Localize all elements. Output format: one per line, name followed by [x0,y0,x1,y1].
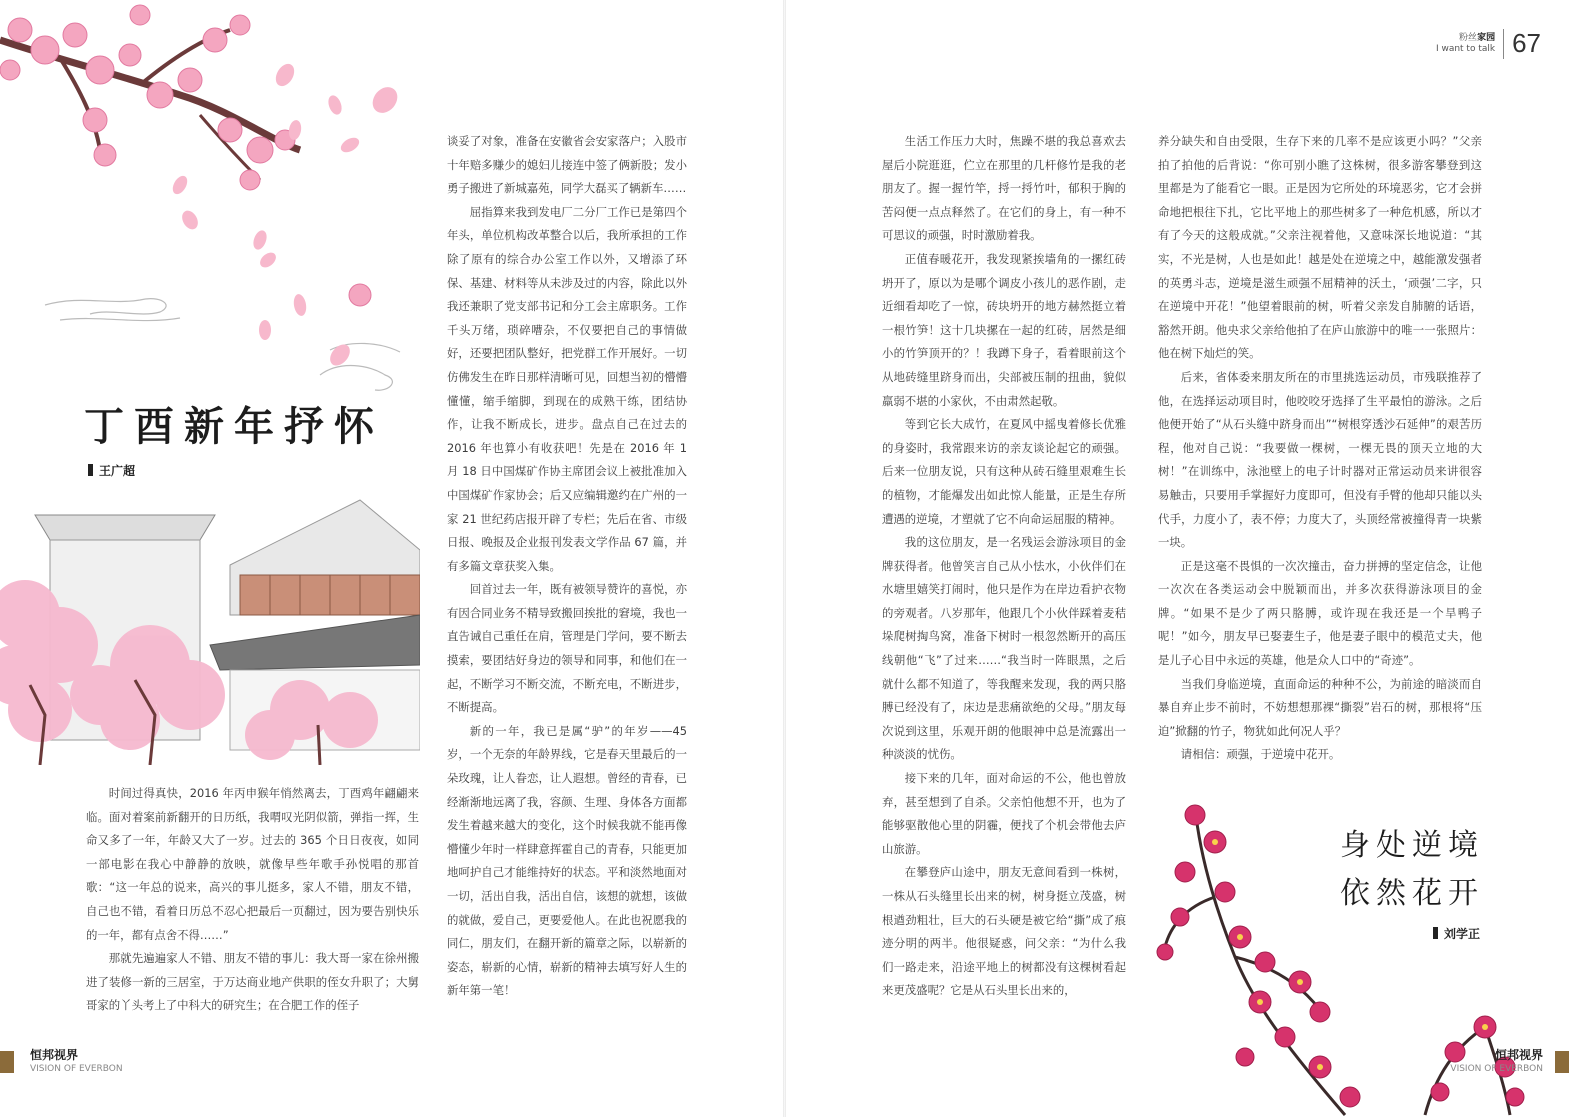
right-page [785,0,1569,1117]
footer-brand-cn: 恒邦视界 [1494,1048,1543,1062]
right-footer [1450,1049,1569,1075]
paragraph: 我的这位朋友，是一名残运会游泳项目的金牌获得者。他曾笑言自己从小怯水，小伙伴们在水塘里嬉笑打闹时，他只是作为在岸边看护衣物的旁观者。八岁那年，他跟几个小伙伴踩着麦秸垛爬树掏鸟窝，准备下树时一根忽然断开的高压线朝他“飞”了过来……“我当时一阵眼黑，之后就什么都不知道了，等我醒来发现，我的两只胳膊已经没有了，床边是悲痛欲绝的父母。”朋友每次说到这里，乐观开朗的他眼神中总是流露出一种淡淡的忧伤。 [882,535,1126,762]
right-column-2 [1158,130,1482,767]
right-column-1 [882,130,1126,1003]
author-byline [88,462,135,479]
author-name: 刘学正 [1444,927,1481,941]
paragraph: 生活工作压力大时，焦躁不堪的我总喜欢去屋后小院逛逛，伫立在那里的几杆修竹是我的老朋友了。握一握竹竿，捋一捋竹叶，郁积于胸的苦闷便一点点释然了。在它们的身上，有一种不可思议的顽强，时时激励着我。 [882,134,1126,243]
paragraph: 屈指算来我到发电厂二分厂工作已是第四个年头，单位机构改革整合以后，我所承担的工作除了原有的综合办公室工作以外，又增添了环保、基建、材料等从未涉及过的内容，除此以外我还兼职了党支部书记和分工会主席职务。工作千头万绪，琐碎嘈杂，不仅要把自己的事情做好，还要把团队整好，把党群工作开展好。一切仿佛发生在昨日那样清晰可见，回想当初的懵懵懂懂，缩手缩脚，到现在的成熟干练，团结协作，让我不断成长，进步。盘点自己在过去的 2016 年也算小有收获吧！先是在 2016 年 1 月 18 日中国煤矿作协主席团会议上被批准加入中国煤矿作家协会；后又应编辑邀约在广州的一家 21 世纪药店报开辟了专栏；先后在省、市级日报、晚报及企业报刊发表文学作品 67 篇，并有多篇文章获奖入集。 [447,204,687,573]
header-divider [1503,29,1504,59]
paragraph: 那就先遍遍家人不错、朋友不错的事儿：我大哥一家在徐州搬进了装修一新的三居室，于万达商业地产供职的侄女升职了；大舅哥家的丫头考上了中科大的研究生；在合肥工作的侄子 [86,951,419,1013]
footer-brand [30,1049,123,1075]
paragraph: 正值春暖花开，我发现紧挨墙角的一摞红砖坍开了，原以为是哪个调皮小孩儿的恶作剧，走近细看却吃了一惊，砖块坍开的地方赫然挺立着一根竹笋！这十几块摞在一起的红砖，居然是细小的竹笋顶开的？！我蹲下身子，看着眼前这个从地砖缝里跻身而出，尖部被压制的扭曲，貌似羸弱不堪的小家伙，不由肃然起敬。 [882,251,1126,408]
paragraph: 时间过得真快，2016 年丙申猴年悄然离去，丁酉鸡年翩翩来临。面对着案前新翻开的日历纸，我喟叹光阴似箭，弹指一挥，生命又多了一年，年龄又大了一岁。过去的 365 个日日夜夜，如同一部电影在我心中静静的放映，就像早些年歌手孙悦唱的那首歌：“这一年总的说来，高兴的事儿挺多，家人不错，朋友不错，自己也不错，看着日历总不忍心把最后一页翻过，因为要告别快乐的一年，都有点舍不得……” [86,786,419,942]
paragraph: 接下来的几年，面对命运的不公，他也曾放弃，甚至想到了自杀。父亲怕他想不开，也为了能够驱散他心里的阴霾，便找了个机会带他去庐山旅游。 [882,771,1126,856]
left-page [0,0,784,1117]
paragraph: 养分缺失和自由受限，生存下来的几率不是应该更小吗？”父亲拍了拍他的后背说：“你可别小瞧了这株树，很多游客攀登到这里都是为了能看它一眼。正是因为它所处的环境恶劣，它才会拼命地把根往下扎，它比平地上的那些树多了一种危机感，所以才有了今天的这般成就。”父亲注视着他，又意味深长地说道：“其实，不光是树，人也是如此！越是处在逆境之中，越能激发强者的英勇斗志，逆境是滋生顽强不屈精神的沃土，‘顽强’二字，只在逆境中开花！”他望着眼前的树，听着父亲发自肺腑的话语，豁然开朗。他央求父亲给他拍了在庐山旅游中的唯一一张照片：他在树下灿烂的笑。 [1158,134,1482,361]
paragraph: 等到它长大成竹，在夏风中摇曳着修长优雅的身姿时，我常跟来访的亲友谈论起它的顽强。后来一位朋友说，只有这种从砖石缝里艰难生长的植物，才能爆发出如此惊人能量，正是生存所遭遇的逆境，才塑就了它不向命运屈服的精神。 [882,417,1126,526]
title-line-1: 身处逆境 [1340,828,1484,863]
footer-square [1555,1051,1569,1073]
article-title: 丁酉新年抒怀 [84,403,384,450]
footer-brand-en: VISION OF EVERBON [1450,1064,1543,1074]
paragraph: 请相信：顽强，于逆境中花开。 [1180,747,1341,762]
section-cn-1: 粉丝 [1459,32,1478,43]
byline-bar [1433,927,1438,939]
paragraph: 当我们身临逆境，直面命运的种种不公，为前途的暗淡而自暴自弃止步不前时，不妨想想那裸“撕裂”岩石的树，那根将“压迫”掀翻的竹子，物犹如此何况人乎？ [1158,676,1482,738]
footer-brand [1450,1049,1543,1075]
section-en: I want to talk [1435,43,1496,54]
left-footer [0,1049,123,1075]
cloud-illustration [0,280,420,400]
left-column-1 [86,782,419,1018]
footer-square [0,1051,14,1073]
paragraph: 回首过去一年，既有被领导赞许的喜悦，亦有因合同业务不精导致搬回挨批的窘境，我也一直告诫自己重任在肩，管理是门学问，要不断去摸索，要团结好身边的领导和同事，和他们在一起，不断学习不断交流，不断充电，不断进步，不断提高。 [447,582,687,715]
page-number: 67 [1512,28,1541,58]
paragraph: 在攀登庐山途中，朋友无意间看到一株树，一株从石头缝里长出来的树，树身挺立茂盛，树根遒劲粗壮，巨大的石头硬是被它给“撕”成了痕迹分明的两半。他很疑惑，问父亲：“为什么我们一路走来，沿途平地上的树都没有这棵树看起来更茂盛呢？它是从石头里长出来的， [882,865,1126,998]
left-column-2 [447,130,687,1003]
paragraph: 正是这毫不畏惧的一次次撞击，奋力拼搏的坚定信念，让他一次次在各类运动会中脱颖而出，并多次获得游泳项目的金牌。“如果不是少了两只胳膊，或许现在我还是一个旱鸭子呢！”如今，朋友早已娶妻生子，他是妻子眼中的模范丈夫，他是儿子心目中永远的英雄，他是众人口中的“奇迹”。 [1158,558,1482,668]
footer-brand-en: VISION OF EVERBON [30,1064,123,1074]
byline-bar [88,464,93,476]
title-line-2: 依然花开 [1340,876,1484,911]
author-byline-2 [1433,925,1480,942]
section-label [1436,33,1495,55]
author-name: 王广超 [99,464,136,478]
footer-brand-cn: 恒邦视界 [30,1048,79,1062]
traditional-building-illustration [0,495,420,765]
article-title-2 [1340,822,1484,918]
paragraph: 后来，省体委来朋友所在的市里挑选运动员，市残联推荐了他，在选择运动项目时，他咬咬牙选择了生平最怕的游泳。之后他便开始了“从石头缝中跻身而出”“树根穿透沙石延伸”的艰苦历程，他对自己说：“我要做一棵树，一棵无畏的顶天立地的大树！”在训练中，泳池壁上的电子计时器对正常运动员来讲很容易触击，只要用手掌握好力度即可，但没有手臂的他却只能以头代手，力度小了，表不停；力度大了，头顶经常被撞得青一块紫一块。 [1158,369,1482,550]
paragraph: 新的一年，我已是属“驴”的年岁——45 岁，一个无奈的年龄界线，它是春天里最后的一朵玫瑰，让人眷恋，让人遐想。曾经的青春，已经渐渐地远离了我，容颜、生理、身体各方面都发生着越来越大的变化，这个时候我就不能再像懵懂少年时一样肆意挥霍自己的青春，只能更加地呵护自己才能维持好的状态。平和淡然地面对一切，活出自我，活出自信，该想的就想，该做的就做，爱自己，更要爱他人。在此也祝愿我的同仁，朋友们，在翻开新的篇章之际，以崭新的姿态，崭新的心情，崭新的精神去填写好人生的新年第一笔！ [447,723,687,998]
paragraph: 谈妥了对象，准备在安徽省会安家落户；入股市十年赔多赚少的媳妇儿接连中签了俩新股；发小勇子搬进了新城嘉苑，同学大磊买了辆新车…… [447,134,687,196]
page-header [1436,28,1541,59]
section-cn-2: 家园 [1477,32,1496,43]
